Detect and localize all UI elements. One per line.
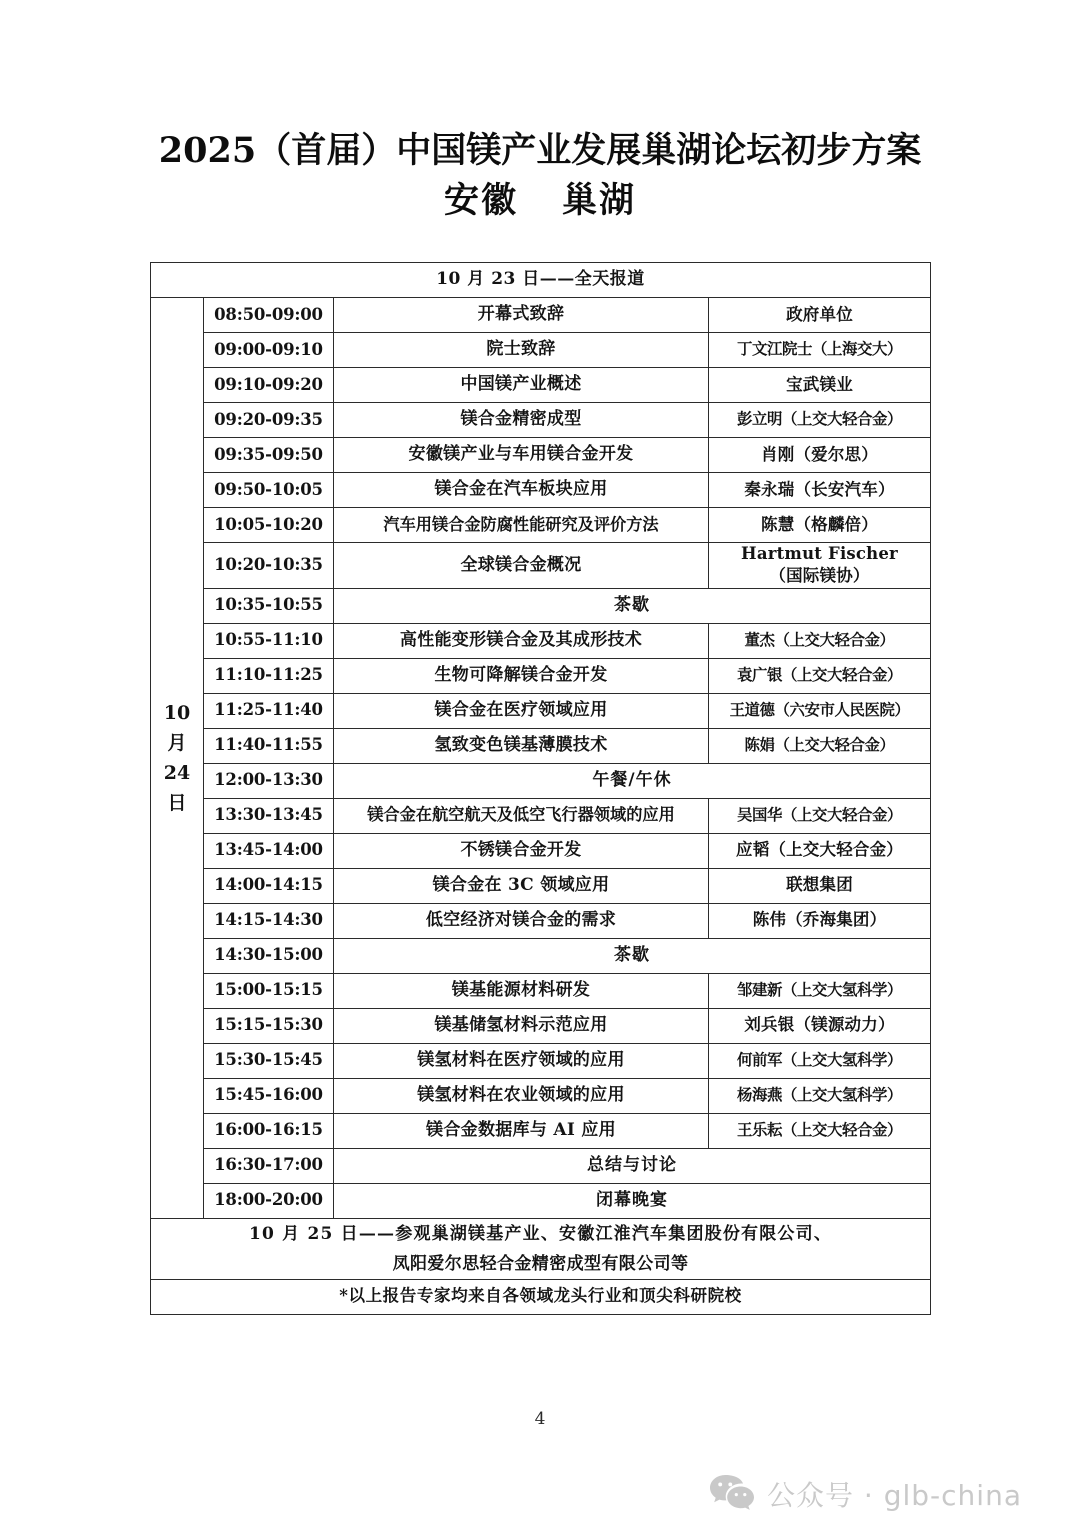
session-topic: 镁合金在汽车板块应用	[334, 473, 709, 508]
session-topic: 午餐/午休	[334, 763, 931, 798]
session-time: 15:30-15:45	[204, 1043, 334, 1078]
session-topic: 镁氢材料在医疗领域的应用	[334, 1043, 709, 1078]
session-speaker-affiliation: （国际镁协）	[769, 566, 870, 586]
page-number: 4	[534, 1409, 546, 1429]
table-row	[151, 438, 931, 473]
session-topic: 氢致变色镁基薄膜技术	[334, 728, 709, 763]
table-row-break	[151, 1148, 931, 1183]
footnote-cell: *以上报告专家均来自各领域龙头行业和顶尖科研院校	[151, 1279, 931, 1314]
session-time: 14:30-15:00	[204, 938, 334, 973]
table-row-visit-note	[151, 1218, 931, 1279]
session-speaker-name: Hartmut Fischer	[741, 544, 898, 563]
table-row	[151, 728, 931, 763]
session-time: 09:00-09:10	[204, 333, 334, 368]
page-title-line-2	[0, 176, 1080, 226]
table-row-break	[151, 1183, 931, 1218]
session-time: 12:00-13:30	[204, 763, 334, 798]
page-title-location-city: 巢湖	[562, 180, 637, 221]
session-time: 10:20-10:35	[204, 543, 334, 589]
table-row	[151, 1113, 931, 1148]
session-topic: 总结与讨论	[334, 1148, 931, 1183]
table-row	[151, 298, 931, 333]
session-time: 11:40-11:55	[204, 728, 334, 763]
table-row	[151, 1008, 931, 1043]
session-topic: 镁基能源材料研发	[334, 973, 709, 1008]
table-row	[151, 798, 931, 833]
session-topic: 院士致辞	[334, 333, 709, 368]
table-row-break	[151, 763, 931, 798]
session-time: 09:50-10:05	[204, 473, 334, 508]
session-speaker: 刘兵银（镁源动力）	[709, 1008, 931, 1043]
session-topic: 中国镁产业概述	[334, 368, 709, 403]
page-title-location-province: 安徽	[443, 180, 518, 221]
table-row	[151, 368, 931, 403]
session-time: 13:30-13:45	[204, 798, 334, 833]
session-speaker: 政府单位	[709, 298, 931, 333]
table-row	[151, 543, 931, 589]
session-topic: 安徽镁产业与车用镁合金开发	[334, 438, 709, 473]
day1-header-cell: 10 月 23 日——全天报道	[151, 263, 931, 298]
session-speaker: 何前军（上交大氢科学）	[709, 1043, 931, 1078]
session-speaker: 宝武镁业	[709, 368, 931, 403]
session-time: 15:15-15:30	[204, 1008, 334, 1043]
agenda-table-body	[151, 263, 931, 1315]
session-time: 09:35-09:50	[204, 438, 334, 473]
session-time: 14:15-14:30	[204, 903, 334, 938]
page-title-line-1: 2025（首届）中国镁产业发展巢湖论坛初步方案	[158, 130, 922, 171]
session-time: 16:30-17:00	[204, 1148, 334, 1183]
session-speaker: 袁广银（上交大轻合金）	[709, 658, 931, 693]
session-time: 09:10-09:20	[204, 368, 334, 403]
date-char-month: 月	[167, 731, 187, 754]
session-time: 15:45-16:00	[204, 1078, 334, 1113]
agenda-table-container	[150, 262, 930, 1315]
session-speaker: 杨海燕（上交大氢科学）	[709, 1078, 931, 1113]
session-topic: 全球镁合金概况	[334, 543, 709, 589]
session-time: 10:35-10:55	[204, 588, 334, 623]
session-topic: 高性能变形镁合金及其成形技术	[334, 623, 709, 658]
session-speaker: 肖刚（爱尔思）	[709, 438, 931, 473]
session-time: 18:00-20:00	[204, 1183, 334, 1218]
visit-note-line-1: 10 月 25 日——参观巢湖镁基产业、安徽江淮汽车集团股份有限公司、	[248, 1223, 833, 1244]
session-topic: 茶歇	[334, 588, 931, 623]
session-speaker: 丁文江院士（上海交大）	[709, 333, 931, 368]
session-topic: 汽车用镁合金防腐性能研究及评价方法	[334, 508, 709, 543]
session-topic: 闭幕晚宴	[334, 1183, 931, 1218]
table-row-break	[151, 588, 931, 623]
session-speaker: 王乐耘（上交大轻合金）	[709, 1113, 931, 1148]
table-row	[151, 403, 931, 438]
wechat-watermark	[709, 1473, 1022, 1515]
session-topic: 低空经济对镁合金的需求	[334, 903, 709, 938]
session-time: 11:10-11:25	[204, 658, 334, 693]
table-row-break	[151, 938, 931, 973]
table-row	[151, 973, 931, 1008]
session-time: 15:00-15:15	[204, 973, 334, 1008]
session-speaker: 陈伟（乔海集团）	[709, 903, 931, 938]
table-row	[151, 868, 931, 903]
session-topic: 镁合金在医疗领域应用	[334, 693, 709, 728]
session-time: 13:45-14:00	[204, 833, 334, 868]
day2-date-cell	[151, 298, 204, 1219]
table-row-footnote	[151, 1279, 931, 1314]
table-row	[151, 903, 931, 938]
table-row	[151, 623, 931, 658]
table-row	[151, 833, 931, 868]
session-time: 10:55-11:10	[204, 623, 334, 658]
session-speaker: 吴国华（上交大轻合金）	[709, 798, 931, 833]
table-row	[151, 693, 931, 728]
session-speaker: 陈娟（上交大轻合金）	[709, 728, 931, 763]
session-topic: 开幕式致辞	[334, 298, 709, 333]
session-topic: 镁合金精密成型	[334, 403, 709, 438]
session-speaker	[709, 543, 931, 589]
session-speaker: 王道德（六安市人民医院）	[709, 693, 931, 728]
table-row	[151, 508, 931, 543]
session-topic: 镁氢材料在农业领域的应用	[334, 1078, 709, 1113]
session-time: 10:05-10:20	[204, 508, 334, 543]
table-row	[151, 1043, 931, 1078]
page-title	[0, 126, 1080, 226]
wechat-icon	[709, 1473, 755, 1515]
table-row	[151, 473, 931, 508]
session-speaker: 董杰（上交大轻合金）	[709, 623, 931, 658]
session-time: 14:00-14:15	[204, 868, 334, 903]
session-topic: 镁基储氢材料示范应用	[334, 1008, 709, 1043]
session-topic: 镁合金数据库与 AI 应用	[334, 1113, 709, 1148]
date-char-day: 日	[167, 791, 187, 814]
visit-note-cell	[151, 1218, 931, 1279]
date-char-day-num: 24	[163, 761, 191, 784]
table-row	[151, 658, 931, 693]
agenda-table	[150, 262, 931, 1315]
visit-note-line-2: 凤阳爱尔思轻合金精密成型有限公司等	[392, 1253, 689, 1274]
session-topic: 镁合金在 3C 领域应用	[334, 868, 709, 903]
session-speaker: 陈慧（格麟倍）	[709, 508, 931, 543]
table-row-day1-header	[151, 263, 931, 298]
session-speaker: 秦永瑞（长安汽车）	[709, 473, 931, 508]
session-time: 09:20-09:35	[204, 403, 334, 438]
session-speaker: 应韬（上交大轻合金）	[709, 833, 931, 868]
date-char-month-num: 10	[163, 701, 191, 724]
table-row	[151, 333, 931, 368]
session-time: 11:25-11:40	[204, 693, 334, 728]
session-time: 08:50-09:00	[204, 298, 334, 333]
session-topic: 茶歇	[334, 938, 931, 973]
session-topic: 不锈镁合金开发	[334, 833, 709, 868]
session-topic: 镁合金在航空航天及低空飞行器领域的应用	[334, 798, 709, 833]
session-speaker: 邹建新（上交大氢科学）	[709, 973, 931, 1008]
session-topic: 生物可降解镁合金开发	[334, 658, 709, 693]
watermark-text: 公众号 · glb-china	[767, 1479, 1022, 1512]
table-row	[151, 1078, 931, 1113]
session-speaker: 彭立明（上交大轻合金）	[709, 403, 931, 438]
session-speaker: 联想集团	[709, 868, 931, 903]
session-time: 16:00-16:15	[204, 1113, 334, 1148]
